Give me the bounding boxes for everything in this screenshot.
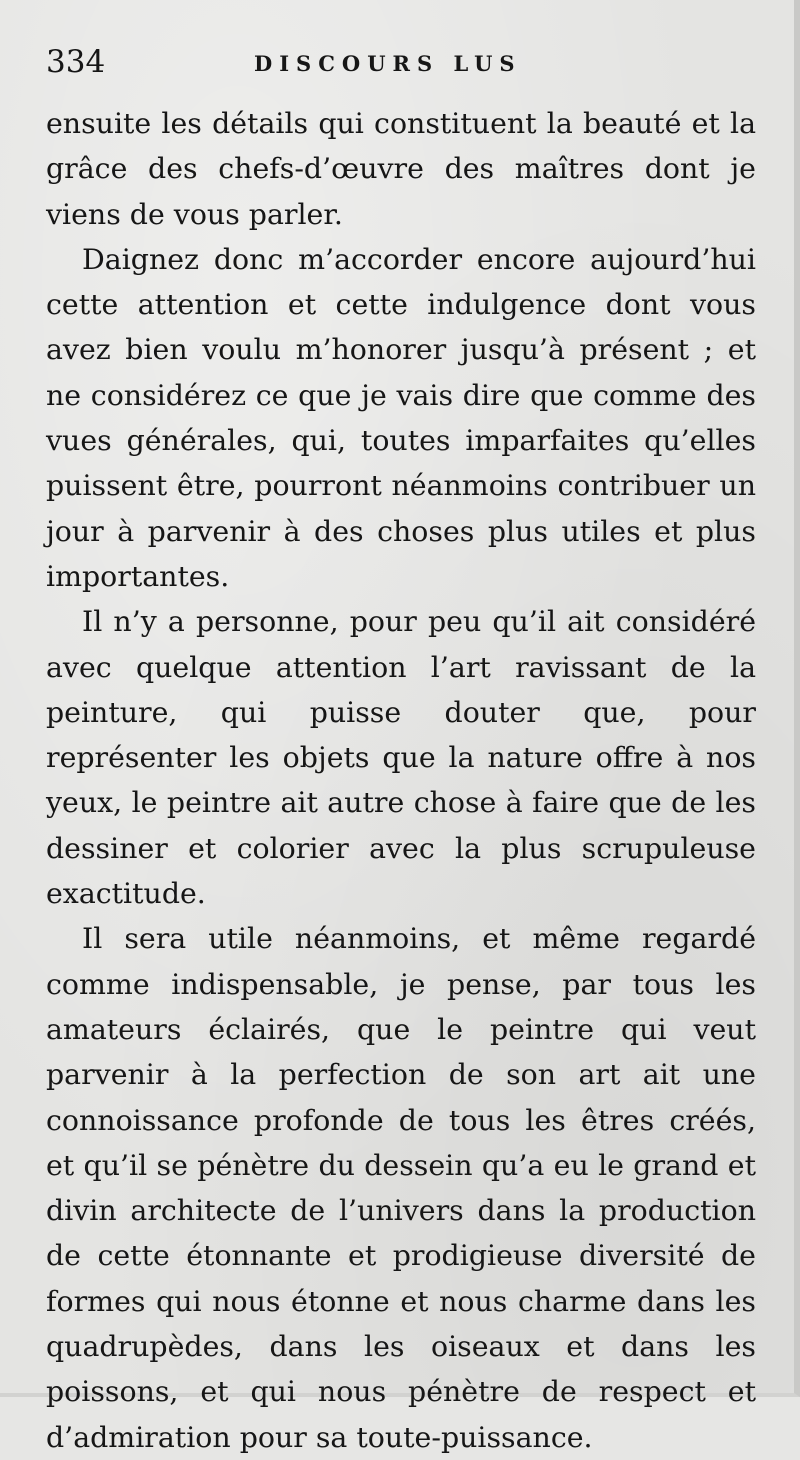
- paragraph: Il sera utile néanmoins, et même regardé comme indispensable, je pense, par tous les amateurs éclairés, que le peintre qui veut parvenir à la perfection de son art ait une connoissance profonde de tous les êtres créés, et qu’il se pénètre du dessein qu’a eu le grand et divin architecte de l’univers dans la production de cette étonnante et prodigieuse diversité de formes qui nous étonne et nous charme dans les quadrupèdes, dans les oiseaux et dans les poissons, et qui nous pénètre de respect et d’admiration pour sa toute-puissance.: [46, 922, 756, 1454]
- paragraph: Il n’y a personne, pour peu qu’il ait considéré avec quelque attention l’art ravissant de la peinture, qui puisse douter que, pour représenter les objets que la nature offre à nos yeux, le peintre ait autre chose à faire que de les dessiner et colorier avec la plus scrupuleuse exactitude.: [46, 605, 756, 911]
- paragraph-continuation: ensuite les détails qui constituent la beauté et la grâce des chefs-d’œuvre des maîtres dont je viens de vous parler.: [46, 107, 756, 231]
- page-number: 334: [46, 44, 106, 80]
- paragraph: Daignez donc m’accorder encore aujourd’hui cette attention et cette indulgence dont vous avez bien voulu m’honorer jusqu’à présent ; et ne considérez ce que je vais dire que comme des vues générales, qui, toutes imparfaites qu’elles puissent être, pourront néanmoins contribuer un jour à parvenir à des choses plus utiles et plus importantes.: [46, 242, 756, 593]
- body-text: [46, 101, 756, 1460]
- running-title: DISCOURS LUS: [254, 51, 522, 76]
- running-head: [46, 42, 754, 82]
